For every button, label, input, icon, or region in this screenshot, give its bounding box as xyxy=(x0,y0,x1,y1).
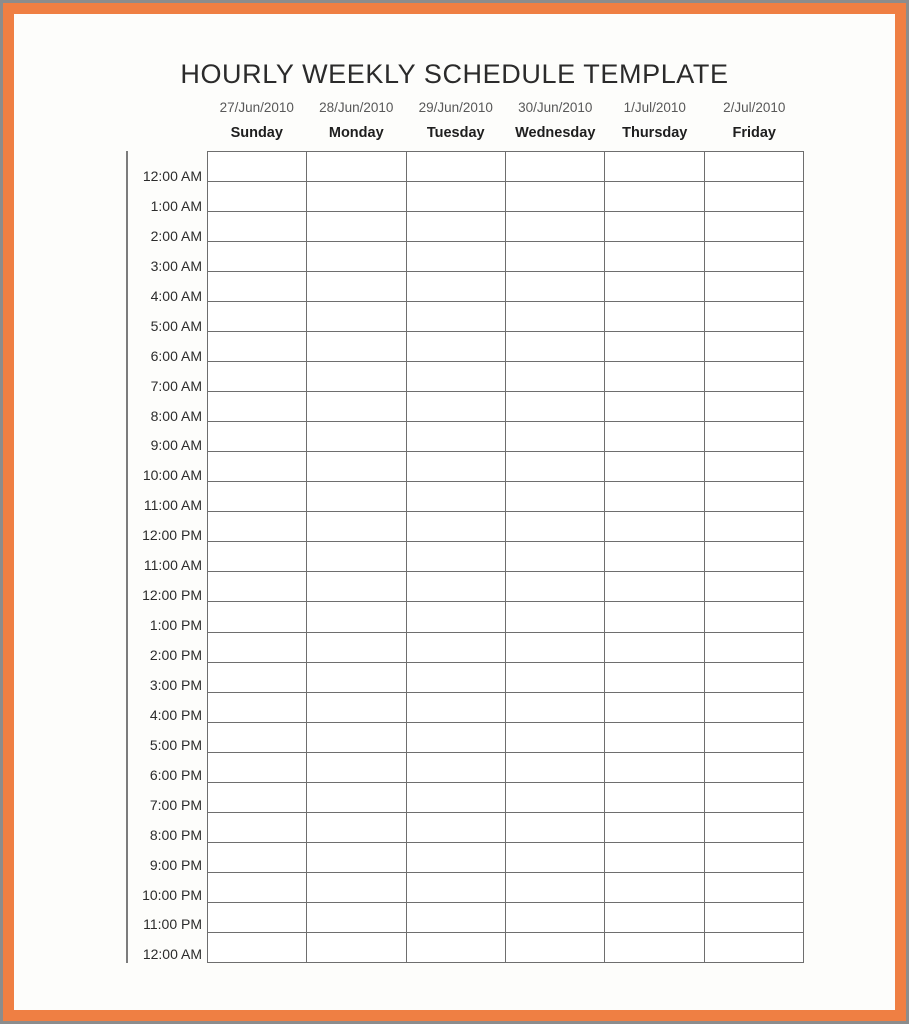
schedule-slot-sunday[interactable] xyxy=(208,152,307,182)
schedule-slot-wednesday[interactable] xyxy=(505,242,604,272)
table-row xyxy=(208,182,804,212)
schedule-slot-wednesday[interactable] xyxy=(505,212,604,242)
time-label: 6:00 PM xyxy=(149,766,202,783)
time-label: 11:00 AM xyxy=(143,497,202,514)
schedule-slot-thursday[interactable] xyxy=(605,182,704,212)
schedule-slot-wednesday[interactable] xyxy=(505,452,604,482)
time-label: 2:00 AM xyxy=(150,227,202,244)
schedule-slot-friday[interactable] xyxy=(704,632,803,662)
schedule-slot-wednesday[interactable] xyxy=(505,842,604,872)
table-row xyxy=(208,602,804,632)
schedule-slot-wednesday[interactable] xyxy=(505,512,604,542)
schedule-slot-sunday[interactable] xyxy=(208,782,307,812)
table-row xyxy=(208,422,804,452)
time-label: 3:00 PM xyxy=(149,676,202,693)
schedule-slot-monday[interactable] xyxy=(307,782,406,812)
schedule-slot-wednesday[interactable] xyxy=(505,332,604,362)
schedule-slot-tuesday[interactable] xyxy=(406,632,505,662)
table-row xyxy=(208,272,804,302)
schedule-slot-tuesday[interactable] xyxy=(406,392,505,422)
schedule-slot-wednesday[interactable] xyxy=(505,482,604,512)
schedule-slot-thursday[interactable] xyxy=(605,782,704,812)
schedule-slot-friday[interactable] xyxy=(704,752,803,782)
schedule-slot-friday[interactable] xyxy=(704,692,803,722)
schedule-slot-tuesday[interactable] xyxy=(406,902,505,932)
schedule-slot-sunday[interactable] xyxy=(208,632,307,662)
time-label: 2:00 PM xyxy=(149,647,202,663)
time-label: 6:00 AM xyxy=(150,347,202,364)
schedule-slot-friday[interactable] xyxy=(704,362,803,392)
schedule-slot-friday[interactable] xyxy=(704,482,803,512)
schedule-slot-thursday[interactable] xyxy=(605,572,704,602)
schedule-slot-tuesday[interactable] xyxy=(406,842,505,872)
schedule-slot-monday[interactable] xyxy=(307,872,406,902)
schedule-slot-tuesday[interactable] xyxy=(406,212,505,242)
table-row xyxy=(208,212,804,242)
schedule-slot-monday[interactable] xyxy=(307,932,406,962)
schedule-slot-thursday[interactable] xyxy=(605,422,704,452)
schedule-slot-thursday[interactable] xyxy=(605,542,704,572)
table-row xyxy=(208,152,804,182)
schedule-slot-wednesday[interactable] xyxy=(505,272,604,302)
time-label: 5:00 AM xyxy=(150,317,202,334)
time-label: 4:00 AM xyxy=(150,287,202,304)
time-label: 7:00 PM xyxy=(149,796,202,813)
schedule-slot-thursday[interactable] xyxy=(605,242,704,272)
schedule-slot-monday[interactable] xyxy=(307,152,406,182)
time-label: 12:00 PM xyxy=(142,587,202,604)
date-header-cell: 1/Jul/2010 xyxy=(623,100,686,115)
table-row xyxy=(208,692,804,722)
schedule-slot-wednesday[interactable] xyxy=(505,572,604,602)
schedule-slot-monday[interactable] xyxy=(307,392,406,422)
schedule-slot-sunday[interactable] xyxy=(208,392,307,422)
schedule-slot-tuesday[interactable] xyxy=(406,182,505,212)
schedule-slot-wednesday[interactable] xyxy=(505,812,604,842)
table-row xyxy=(208,302,804,332)
schedule-slot-tuesday[interactable] xyxy=(406,482,505,512)
date-header-row xyxy=(207,100,804,115)
schedule-slot-thursday[interactable] xyxy=(605,632,704,662)
schedule-slot-thursday[interactable] xyxy=(605,842,704,872)
schedule-slot-friday[interactable] xyxy=(704,602,803,632)
schedule-slot-sunday[interactable] xyxy=(208,932,307,962)
time-label: 10:00 PM xyxy=(142,886,202,903)
time-label: 3:00 AM xyxy=(150,257,202,274)
schedule-slot-thursday[interactable] xyxy=(605,272,704,302)
schedule-slot-thursday[interactable] xyxy=(605,152,704,182)
table-row xyxy=(208,872,804,902)
schedule-slot-thursday[interactable] xyxy=(605,452,704,482)
time-label: 9:00 AM xyxy=(150,437,202,454)
schedule-slot-thursday[interactable] xyxy=(605,512,704,542)
schedule-slot-tuesday[interactable] xyxy=(406,152,505,182)
time-label: 4:00 PM xyxy=(149,706,202,723)
time-label: 12:00 AM xyxy=(142,946,202,963)
schedule-slot-friday[interactable] xyxy=(704,452,803,482)
schedule-slot-sunday[interactable] xyxy=(208,482,307,512)
schedule-slot-sunday[interactable] xyxy=(208,302,307,332)
schedule-slot-tuesday[interactable] xyxy=(406,452,505,482)
schedule-slot-thursday[interactable] xyxy=(605,482,704,512)
schedule-document xyxy=(14,14,895,1010)
schedule-slot-tuesday[interactable] xyxy=(406,722,505,752)
schedule-slot-thursday[interactable] xyxy=(605,602,704,632)
schedule-slot-thursday[interactable] xyxy=(605,902,704,932)
table-row xyxy=(208,722,804,752)
schedule-slot-tuesday[interactable] xyxy=(406,692,505,722)
table-row xyxy=(208,902,804,932)
schedule-slot-wednesday[interactable] xyxy=(505,722,604,752)
schedule-slot-friday[interactable] xyxy=(704,782,803,812)
day-header-tuesday: Tuesday xyxy=(426,125,485,141)
schedule-slot-monday[interactable] xyxy=(307,722,406,752)
schedule-slot-monday[interactable] xyxy=(307,602,406,632)
schedule-slot-tuesday[interactable] xyxy=(406,572,505,602)
day-header-sunday: Sunday xyxy=(230,125,283,141)
table-row xyxy=(208,572,804,602)
schedule-slot-sunday[interactable] xyxy=(208,332,307,362)
schedule-grid-area xyxy=(112,100,802,970)
schedule-slot-tuesday[interactable] xyxy=(406,602,505,632)
schedule-slot-wednesday[interactable] xyxy=(505,662,604,692)
schedule-slot-tuesday[interactable] xyxy=(406,752,505,782)
schedule-slot-sunday[interactable] xyxy=(208,242,307,272)
schedule-slot-monday[interactable] xyxy=(307,512,406,542)
schedule-slot-monday[interactable] xyxy=(307,212,406,242)
schedule-slot-thursday[interactable] xyxy=(605,332,704,362)
schedule-slot-sunday[interactable] xyxy=(208,602,307,632)
schedule-slot-thursday[interactable] xyxy=(605,752,704,782)
schedule-slot-monday[interactable] xyxy=(307,572,406,602)
schedule-slot-tuesday[interactable] xyxy=(406,272,505,302)
schedule-slot-sunday[interactable] xyxy=(208,572,307,602)
schedule-slot-tuesday[interactable] xyxy=(406,332,505,362)
schedule-slot-friday[interactable] xyxy=(704,332,803,362)
schedule-slot-friday[interactable] xyxy=(704,812,803,842)
schedule-slot-sunday[interactable] xyxy=(208,752,307,782)
table-row xyxy=(208,932,804,962)
schedule-slot-wednesday[interactable] xyxy=(505,752,604,782)
schedule-slot-monday[interactable] xyxy=(307,452,406,482)
day-header-row xyxy=(207,125,804,141)
time-label: 12:00 AM xyxy=(142,168,202,184)
schedule-slot-friday[interactable] xyxy=(704,842,803,872)
time-column-rule xyxy=(126,151,128,963)
schedule-slot-sunday[interactable] xyxy=(208,272,307,302)
schedule-slot-wednesday[interactable] xyxy=(505,422,604,452)
time-label: 8:00 AM xyxy=(150,407,202,424)
schedule-slot-friday[interactable] xyxy=(704,662,803,692)
schedule-slot-tuesday[interactable] xyxy=(406,872,505,902)
orange-border-mat xyxy=(3,3,906,1021)
schedule-slot-monday[interactable] xyxy=(307,302,406,332)
schedule-slot-monday[interactable] xyxy=(307,422,406,452)
day-header-wednesday: Wednesday xyxy=(515,125,596,141)
schedule-slot-friday[interactable] xyxy=(704,932,803,962)
table-row xyxy=(208,842,804,872)
schedule-slot-friday[interactable] xyxy=(704,182,803,212)
schedule-slot-friday[interactable] xyxy=(704,902,803,932)
time-label: 12:00 PM xyxy=(142,527,202,544)
schedule-slot-friday[interactable] xyxy=(704,542,803,572)
table-row xyxy=(208,782,804,812)
schedule-slot-friday[interactable] xyxy=(704,512,803,542)
schedule-slot-sunday[interactable] xyxy=(208,512,307,542)
schedule-slot-wednesday[interactable] xyxy=(505,872,604,902)
schedule-slot-thursday[interactable] xyxy=(605,722,704,752)
time-label: 7:00 AM xyxy=(150,377,202,394)
schedule-slot-thursday[interactable] xyxy=(605,662,704,692)
schedule-slot-friday[interactable] xyxy=(704,212,803,242)
schedule-slot-sunday[interactable] xyxy=(208,662,307,692)
time-label: 11:00 PM xyxy=(143,916,202,933)
time-label: 1:00 PM xyxy=(149,617,202,634)
schedule-slot-sunday[interactable] xyxy=(208,422,307,452)
schedule-slot-tuesday[interactable] xyxy=(406,542,505,572)
schedule-table-body xyxy=(208,152,804,963)
time-label-column xyxy=(130,151,204,963)
schedule-slot-tuesday[interactable] xyxy=(406,932,505,962)
table-row xyxy=(208,452,804,482)
schedule-slot-monday[interactable] xyxy=(307,632,406,662)
schedule-slot-tuesday[interactable] xyxy=(406,362,505,392)
schedule-slot-sunday[interactable] xyxy=(208,542,307,572)
schedule-slot-monday[interactable] xyxy=(307,332,406,362)
time-label: 10:00 AM xyxy=(142,467,202,484)
day-header-friday: Friday xyxy=(732,125,776,141)
schedule-slot-friday[interactable] xyxy=(704,152,803,182)
schedule-slot-wednesday[interactable] xyxy=(505,692,604,722)
table-row xyxy=(208,482,804,512)
schedule-slot-sunday[interactable] xyxy=(208,872,307,902)
schedule-slot-friday[interactable] xyxy=(704,722,803,752)
page-title: HOURLY WEEKLY SCHEDULE TEMPLATE xyxy=(180,59,729,89)
schedule-slot-monday[interactable] xyxy=(307,692,406,722)
schedule-table[interactable] xyxy=(207,151,804,963)
schedule-slot-thursday[interactable] xyxy=(605,872,704,902)
time-label: 5:00 PM xyxy=(149,736,202,753)
schedule-slot-friday[interactable] xyxy=(704,872,803,902)
schedule-slot-monday[interactable] xyxy=(307,242,406,272)
schedule-slot-tuesday[interactable] xyxy=(406,662,505,692)
schedule-slot-wednesday[interactable] xyxy=(505,302,604,332)
schedule-slot-tuesday[interactable] xyxy=(406,812,505,842)
date-header-cell: 30/Jun/2010 xyxy=(518,100,593,115)
schedule-slot-friday[interactable] xyxy=(704,302,803,332)
schedule-slot-wednesday[interactable] xyxy=(505,782,604,812)
schedule-slot-monday[interactable] xyxy=(307,842,406,872)
schedule-slot-thursday[interactable] xyxy=(605,212,704,242)
table-row xyxy=(208,662,804,692)
schedule-slot-wednesday[interactable] xyxy=(505,902,604,932)
schedule-slot-thursday[interactable] xyxy=(605,302,704,332)
schedule-slot-wednesday[interactable] xyxy=(505,152,604,182)
schedule-slot-tuesday[interactable] xyxy=(406,242,505,272)
table-row xyxy=(208,362,804,392)
schedule-slot-monday[interactable] xyxy=(307,272,406,302)
table-row xyxy=(208,392,804,422)
schedule-slot-thursday[interactable] xyxy=(605,362,704,392)
time-label: 1:00 AM xyxy=(150,197,202,214)
schedule-slot-thursday[interactable] xyxy=(605,812,704,842)
table-row xyxy=(208,542,804,572)
date-header-cell: 2/Jul/2010 xyxy=(723,100,786,115)
schedule-slot-monday[interactable] xyxy=(307,362,406,392)
schedule-slot-sunday[interactable] xyxy=(208,452,307,482)
schedule-slot-thursday[interactable] xyxy=(605,692,704,722)
schedule-slot-thursday[interactable] xyxy=(605,392,704,422)
table-row xyxy=(208,242,804,272)
schedule-slot-sunday[interactable] xyxy=(208,902,307,932)
schedule-slot-sunday[interactable] xyxy=(208,212,307,242)
schedule-slot-wednesday[interactable] xyxy=(505,602,604,632)
schedule-slot-friday[interactable] xyxy=(704,572,803,602)
paper-sheet xyxy=(14,14,895,1010)
schedule-slot-tuesday[interactable] xyxy=(406,422,505,452)
schedule-slot-friday[interactable] xyxy=(704,242,803,272)
time-label: 9:00 PM xyxy=(149,856,202,873)
schedule-slot-monday[interactable] xyxy=(307,752,406,782)
schedule-slot-tuesday[interactable] xyxy=(406,782,505,812)
schedule-slot-monday[interactable] xyxy=(307,482,406,512)
schedule-slot-monday[interactable] xyxy=(307,542,406,572)
schedule-slot-monday[interactable] xyxy=(307,182,406,212)
schedule-slot-sunday[interactable] xyxy=(208,362,307,392)
schedule-slot-monday[interactable] xyxy=(307,662,406,692)
table-row xyxy=(208,632,804,662)
table-row xyxy=(208,812,804,842)
table-row xyxy=(208,752,804,782)
schedule-slot-wednesday[interactable] xyxy=(505,392,604,422)
schedule-slot-monday[interactable] xyxy=(307,902,406,932)
time-label: 8:00 PM xyxy=(149,826,202,843)
schedule-slot-wednesday[interactable] xyxy=(505,932,604,962)
schedule-slot-sunday[interactable] xyxy=(208,692,307,722)
date-header-cell: 28/Jun/2010 xyxy=(319,100,394,115)
schedule-slot-tuesday[interactable] xyxy=(406,512,505,542)
schedule-slot-friday[interactable] xyxy=(704,422,803,452)
schedule-slot-thursday[interactable] xyxy=(605,932,704,962)
schedule-slot-friday[interactable] xyxy=(704,272,803,302)
time-label: 11:00 AM xyxy=(143,557,202,574)
date-header-cell: 29/Jun/2010 xyxy=(418,100,493,115)
schedule-slot-sunday[interactable] xyxy=(208,722,307,752)
schedule-slot-wednesday[interactable] xyxy=(505,362,604,392)
schedule-slot-sunday[interactable] xyxy=(208,842,307,872)
schedule-slot-wednesday[interactable] xyxy=(505,542,604,572)
schedule-slot-monday[interactable] xyxy=(307,812,406,842)
table-row xyxy=(208,512,804,542)
date-header-cell: 27/Jun/2010 xyxy=(219,100,294,115)
schedule-slot-wednesday[interactable] xyxy=(505,632,604,662)
schedule-slot-wednesday[interactable] xyxy=(505,182,604,212)
schedule-slot-sunday[interactable] xyxy=(208,812,307,842)
schedule-slot-sunday[interactable] xyxy=(208,182,307,212)
table-row xyxy=(208,332,804,362)
day-header-monday: Monday xyxy=(328,125,384,141)
schedule-slot-friday[interactable] xyxy=(704,392,803,422)
schedule-slot-tuesday[interactable] xyxy=(406,302,505,332)
day-header-thursday: Thursday xyxy=(622,125,688,141)
